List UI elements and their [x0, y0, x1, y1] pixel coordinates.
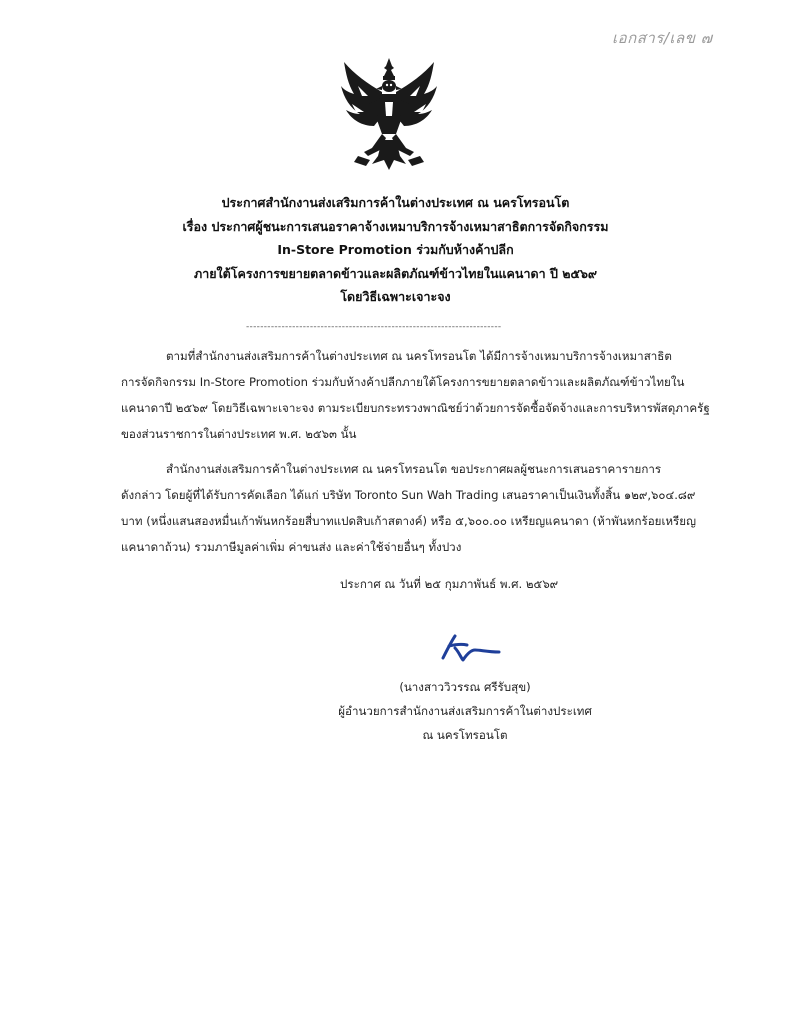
signer-position: ผู้อำนวยการสำนักงานส่งเสริมการค้าในต่างประเทศ [338, 704, 592, 718]
paragraph-line: ดังกล่าว โดยผู้ที่ได้รับการคัดเลือก ได้แก่ บริษัท Toronto Sun Wah Trading เสนอราคาเป็นเงินทั้งสิ้น ๑๒๙,๖๐๔.๘๙ [121, 488, 696, 502]
paragraph-line: บาท (หนึ่งแสนสองหมื่นเก้าพันหกร้อยสี่บาทแปดสิบเก้าสตางค์) หรือ ๕,๖๐๐.๐๐ เหรียญแคนาดา (ห้าพันหกร้อยเหรียญ [121, 514, 696, 528]
garuda-emblem-icon [338, 56, 440, 174]
separator-line: ------------------------------------------------------------------------ [246, 322, 502, 332]
title-line-2: เรื่อง ประกาศผู้ชนะการเสนอราคาจ้างเหมาบริการจ้างเหมาสาธิตการจัดกิจกรรม [182, 218, 609, 234]
document-title [80, 191, 711, 309]
body-paragraph-1 [121, 343, 721, 447]
signer-name: (นางสาววิวรรณ ศรีรับสุข) [399, 680, 531, 694]
title-line-3: In-Store Promotion ร่วมกับห้างค้าปลีก [277, 242, 514, 257]
signer-block [300, 675, 630, 747]
paragraph-line: การจัดกิจกรรม In-Store Promotion ร่วมกับห้างค้าปลีกภายใต้โครงการขยายตลาดข้าวและผลิตภัณฑ์ข้าวไทยใน [121, 375, 685, 389]
paragraph-line: ตามที่สำนักงานส่งเสริมการค้าในต่างประเทศ ณ นครโทรอนโต ได้มีการจ้างเหมาบริการจ้างเหมาสาธิต [166, 349, 672, 363]
paragraph-line: แคนาดาปี ๒๕๖๙ โดยวิธีเฉพาะเจาะจง ตามระเบียบกระทรวงพาณิชย์ว่าด้วยการจัดซื้อจัดจ้างและการบริหารพัสดุภาครัฐ [121, 401, 710, 415]
paragraph-line: สำนักงานส่งเสริมการค้าในต่างประเทศ ณ นครโทรอนโต ขอประกาศผลผู้ชนะการเสนอราคารายการ [166, 462, 662, 476]
handwritten-note: เอกสาร/เลข ๗ [612, 29, 713, 47]
paragraph-line: แคนาดาถ้วน) รวมภาษีมูลค่าเพิ่ม ค่าขนส่ง และค่าใช้จ่ายอื่นๆ ทั้งปวง [121, 540, 462, 554]
title-line-4: ภายใต้โครงการขยายตลาดข้าวและผลิตภัณฑ์ข้าวไทยในแคนาดา ปี ๒๕๖๙ [193, 265, 598, 281]
paragraph-line: ของส่วนราชการในต่างประเทศ พ.ศ. ๒๕๖๓ นั้น [121, 427, 357, 441]
body-paragraph-2 [121, 456, 721, 560]
signature-icon [437, 630, 503, 666]
announcement-date: ประกาศ ณ วันที่ ๒๕ กุมภาพันธ์ พ.ศ. ๒๕๖๙ [340, 577, 559, 591]
title-line-5: โดยวิธีเฉพาะเจาะจง [340, 289, 451, 304]
signer-location: ณ นครโทรอนโต [422, 728, 508, 742]
title-line-1: ประกาศสำนักงานส่งเสริมการค้าในต่างประเทศ ณ นครโทรอนโต [221, 195, 570, 210]
